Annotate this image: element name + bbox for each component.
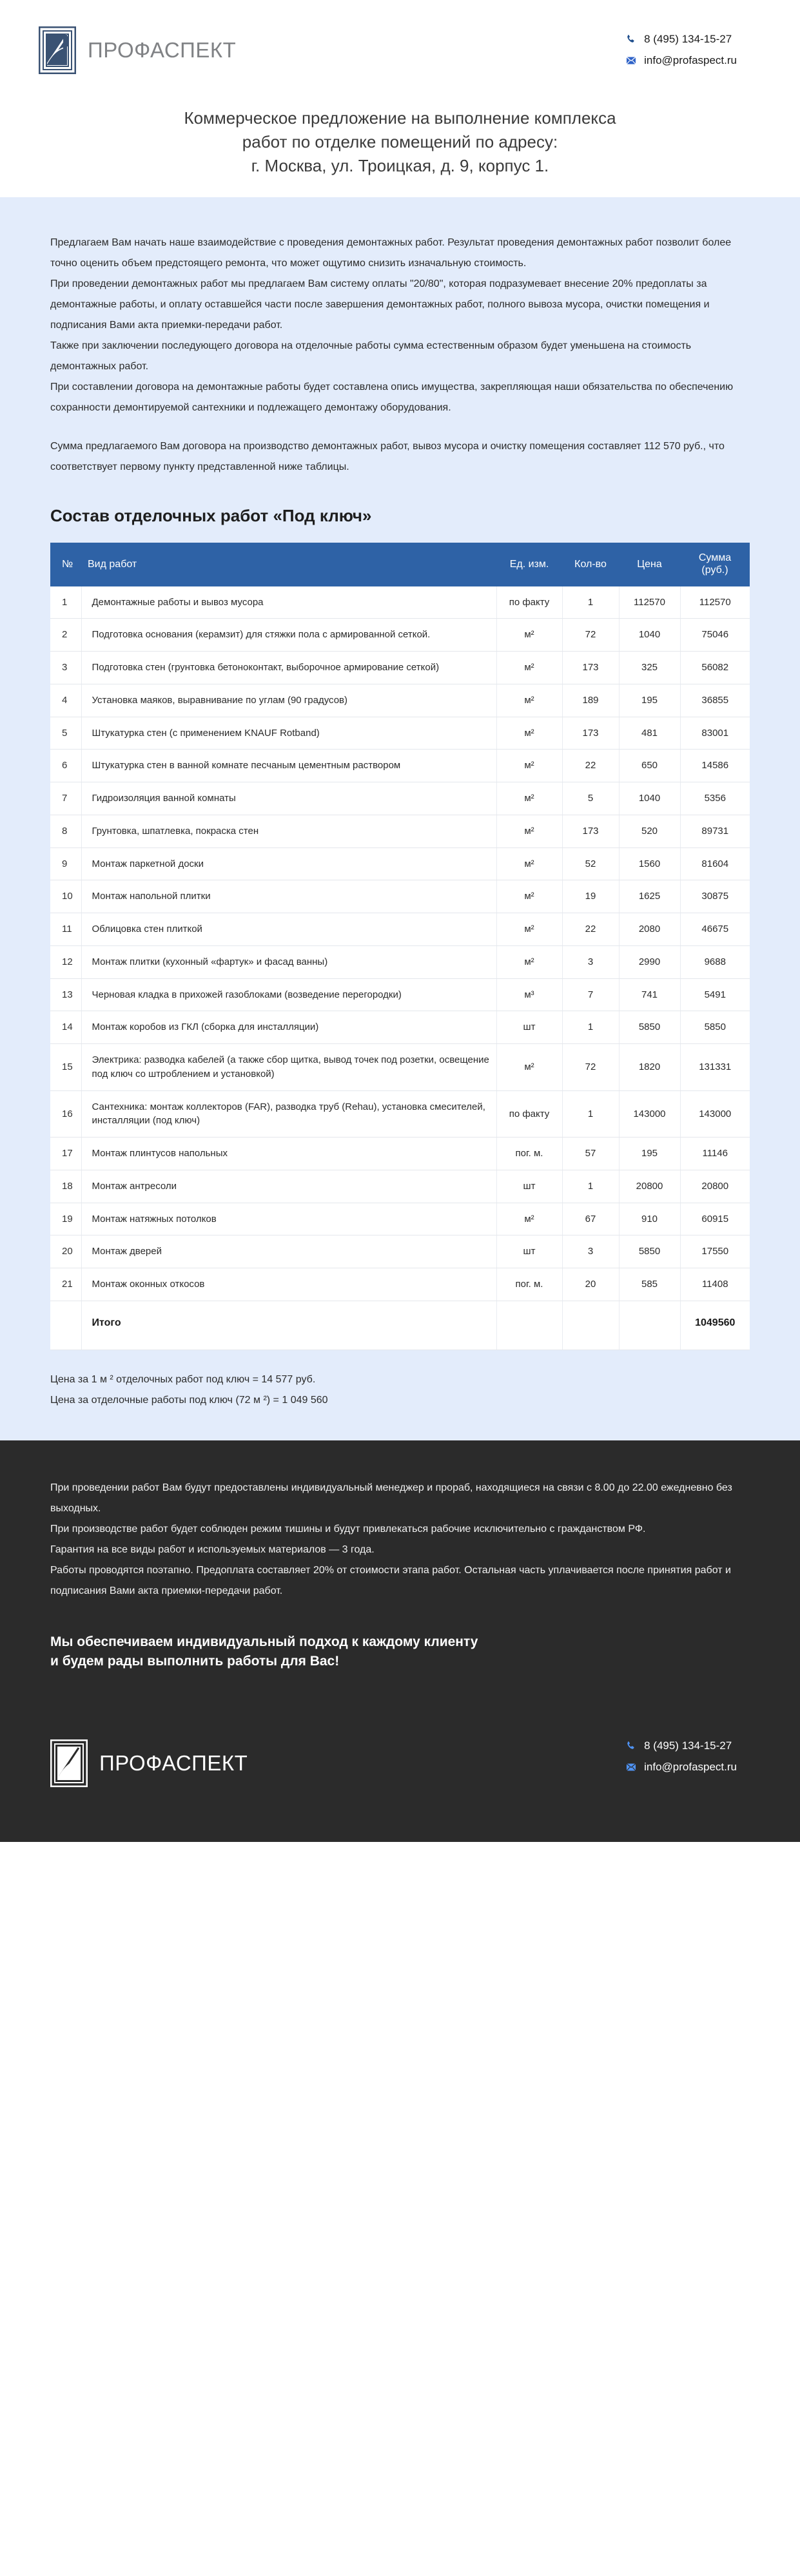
row-sum: 11146 xyxy=(680,1138,750,1170)
table-row xyxy=(50,1170,750,1203)
row-sum: 131331 xyxy=(680,1044,750,1091)
terms-paragraph-3: Гарантия на все виды работ и используемых материалов — 3 года. xyxy=(50,1544,375,1556)
row-price: 910 xyxy=(619,1203,680,1235)
table-row xyxy=(50,684,750,717)
row-unit: м³ xyxy=(496,978,562,1011)
closing-statement-line-1: Мы обеспечиваем индивидуальный подход к каждому клиенту xyxy=(50,1634,478,1650)
row-quantity: 52 xyxy=(562,847,619,880)
table-row xyxy=(50,1044,750,1091)
table-row xyxy=(50,978,750,1011)
works-table-header-row xyxy=(50,543,750,586)
row-quantity: 3 xyxy=(562,945,619,978)
row-work-name: Монтаж плинтусов напольных xyxy=(81,1138,496,1170)
site-header xyxy=(0,0,800,100)
profaspekt-logo-icon xyxy=(50,1739,88,1787)
row-number: 8 xyxy=(50,815,81,847)
row-price: 481 xyxy=(619,717,680,750)
total-label: Итого xyxy=(81,1301,496,1350)
row-number: 11 xyxy=(50,913,81,946)
table-total-row xyxy=(50,1301,750,1350)
row-number: 9 xyxy=(50,847,81,880)
table-row xyxy=(50,717,750,750)
row-sum: 60915 xyxy=(680,1203,750,1235)
row-unit: м² xyxy=(496,652,562,684)
row-quantity: 72 xyxy=(562,619,619,652)
row-sum: 5850 xyxy=(680,1011,750,1044)
row-work-name: Подготовка стен (грунтовка бетоноконтакт, выборочное армирование сеткой) xyxy=(81,652,496,684)
row-work-name: Монтаж дверей xyxy=(81,1235,496,1268)
row-sum: 81604 xyxy=(680,847,750,880)
footer-brand-logo[interactable] xyxy=(50,1739,248,1787)
footer-phone[interactable] xyxy=(625,1739,732,1752)
row-price: 20800 xyxy=(619,1170,680,1203)
row-unit: м² xyxy=(496,815,562,847)
row-number: 4 xyxy=(50,684,81,717)
row-sum: 83001 xyxy=(680,717,750,750)
terms-paragraph-1: При проведении работ Вам будут предоставлены индивидуальный менеджер и прораб, находящиеся на связи с 8.00 до 22.00 ежедневно без выходных. xyxy=(50,1482,732,1515)
row-quantity: 173 xyxy=(562,815,619,847)
row-sum: 11408 xyxy=(680,1268,750,1301)
table-row xyxy=(50,652,750,684)
row-sum: 89731 xyxy=(680,815,750,847)
row-unit: м² xyxy=(496,847,562,880)
intro-paragraph-1: Предлагаем Вам начать наше взаимодействие с проведения демонтажных работ. Результат проведения демонтажных работ позволит более точно оценить объем предстоящего ремонта, что может ощутимо снизить изначальную стоимость. xyxy=(50,237,732,269)
table-row xyxy=(50,815,750,847)
intro-paragraph-3: Также при заключении последующего договора на отделочные работы сумма естественным образом будет уменьшена на стоимость демонтажных работ. xyxy=(50,340,692,372)
table-row xyxy=(50,750,750,782)
row-number: 6 xyxy=(50,750,81,782)
column-header-sum xyxy=(680,543,750,586)
row-unit: м² xyxy=(496,1203,562,1235)
total-row-blank-3 xyxy=(619,1301,680,1350)
row-number: 1 xyxy=(50,586,81,619)
row-price: 112570 xyxy=(619,586,680,619)
row-quantity: 1 xyxy=(562,1090,619,1138)
terms-section xyxy=(0,1440,800,1709)
row-sum: 14586 xyxy=(680,750,750,782)
phone-icon xyxy=(625,34,637,45)
row-price: 585 xyxy=(619,1268,680,1301)
total-row-blank-1 xyxy=(496,1301,562,1350)
page-title-line-2: работ по отделке помещений по адресу: xyxy=(242,131,558,151)
page-title-line-3: г. Москва, ул. Троицкая, д. 9, корпус 1. xyxy=(251,155,549,175)
table-row xyxy=(50,1268,750,1301)
row-sum: 56082 xyxy=(680,652,750,684)
table-row xyxy=(50,1090,750,1138)
row-sum: 112570 xyxy=(680,586,750,619)
row-work-name: Монтаж оконных откосов xyxy=(81,1268,496,1301)
row-price: 1040 xyxy=(619,619,680,652)
price-total-sqm: Цена за отделочные работы под ключ (72 м ²) = 1 049 560 xyxy=(50,1395,328,1406)
header-contacts xyxy=(625,33,750,67)
row-work-name: Монтаж натяжных потолков xyxy=(81,1203,496,1235)
header-email-text: info@profaspect.ru xyxy=(644,54,737,66)
row-quantity: 173 xyxy=(562,717,619,750)
row-number: 17 xyxy=(50,1138,81,1170)
header-phone-text: 8 (495) 134-15-27 xyxy=(644,33,732,45)
row-price: 1625 xyxy=(619,880,680,913)
row-quantity: 67 xyxy=(562,1203,619,1235)
row-sum: 36855 xyxy=(680,684,750,717)
row-number: 7 xyxy=(50,782,81,815)
site-footer xyxy=(0,1709,800,1842)
row-work-name: Монтаж паркетной доски xyxy=(81,847,496,880)
row-quantity: 5 xyxy=(562,782,619,815)
row-work-name: Монтаж антресоли xyxy=(81,1170,496,1203)
row-unit: м² xyxy=(496,880,562,913)
row-work-name: Грунтовка, шпатлевка, покраска стен xyxy=(81,815,496,847)
row-work-name: Установка маяков, выравнивание по углам (90 градусов) xyxy=(81,684,496,717)
row-work-name: Штукатурка стен (с применением KNAUF Rotband) xyxy=(81,717,496,750)
header-email[interactable] xyxy=(625,54,737,67)
row-quantity: 20 xyxy=(562,1268,619,1301)
brand-name: ПРОФАСПЕКТ xyxy=(88,37,237,62)
row-unit: м² xyxy=(496,750,562,782)
row-price: 195 xyxy=(619,684,680,717)
row-price: 1040 xyxy=(619,782,680,815)
intro-paragraph-4: При составлении договора на демонтажные работы будет составлена опись имущества, закрепляющая наши обязательства по обеспечению сохранности демонтируемой сантехники и подлежащего демонтажу оборудования. xyxy=(50,381,734,413)
table-row xyxy=(50,847,750,880)
row-quantity: 173 xyxy=(562,652,619,684)
table-row xyxy=(50,1011,750,1044)
row-number: 16 xyxy=(50,1090,81,1138)
row-unit: м² xyxy=(496,945,562,978)
table-row xyxy=(50,586,750,619)
table-row xyxy=(50,782,750,815)
row-unit: м² xyxy=(496,717,562,750)
row-price: 5850 xyxy=(619,1011,680,1044)
row-price: 195 xyxy=(619,1138,680,1170)
header-phone[interactable] xyxy=(625,33,732,46)
footer-phone-text: 8 (495) 134-15-27 xyxy=(644,1739,732,1752)
table-row xyxy=(50,619,750,652)
table-row xyxy=(50,913,750,946)
row-work-name: Электрика: разводка кабелей (а также сбор щитка, вывод точек под розетки, освещение под ключ со штроблением и установкой) xyxy=(81,1044,496,1091)
row-quantity: 72 xyxy=(562,1044,619,1091)
row-quantity: 22 xyxy=(562,750,619,782)
envelope-icon xyxy=(625,1761,637,1773)
page-title-line-1: Коммерческое предложение на выполнение комплекса xyxy=(184,108,616,128)
row-unit: пог. м. xyxy=(496,1138,562,1170)
table-row xyxy=(50,1203,750,1235)
total-value: 1049560 xyxy=(680,1301,750,1350)
total-row-spacer xyxy=(50,1301,81,1350)
row-number: 19 xyxy=(50,1203,81,1235)
row-unit: м² xyxy=(496,1044,562,1091)
row-sum: 5491 xyxy=(680,978,750,1011)
row-price: 520 xyxy=(619,815,680,847)
row-sum: 17550 xyxy=(680,1235,750,1268)
row-sum: 143000 xyxy=(680,1090,750,1138)
row-work-name: Сантехника: монтаж коллекторов (FAR), разводка труб (Rehau), установка смесителей, инсталляции (под ключ) xyxy=(81,1090,496,1138)
row-sum: 46675 xyxy=(680,913,750,946)
table-row xyxy=(50,945,750,978)
row-number: 21 xyxy=(50,1268,81,1301)
row-quantity: 19 xyxy=(562,880,619,913)
row-quantity: 189 xyxy=(562,684,619,717)
row-unit: по факту xyxy=(496,586,562,619)
footer-contacts xyxy=(625,1739,750,1774)
row-work-name: Гидроизоляция ванной комнаты xyxy=(81,782,496,815)
works-table-body xyxy=(50,586,750,1350)
column-header-number: № xyxy=(50,543,81,586)
row-quantity: 1 xyxy=(562,1170,619,1203)
profaspekt-logo-icon xyxy=(39,26,76,74)
row-price: 325 xyxy=(619,652,680,684)
works-table-head xyxy=(50,543,750,586)
row-number: 20 xyxy=(50,1235,81,1268)
table-row xyxy=(50,880,750,913)
row-sum: 5356 xyxy=(680,782,750,815)
row-number: 14 xyxy=(50,1011,81,1044)
total-row-blank-2 xyxy=(562,1301,619,1350)
row-number: 13 xyxy=(50,978,81,1011)
terms-paragraph-2: При производстве работ будет соблюден режим тишины и будут привлекаться рабочие исключительно с гражданством РФ. xyxy=(50,1524,646,1535)
row-work-name: Черновая кладка в прихожей газоблоками (возведение перегородки) xyxy=(81,978,496,1011)
table-row xyxy=(50,1138,750,1170)
row-number: 18 xyxy=(50,1170,81,1203)
row-price: 1820 xyxy=(619,1044,680,1091)
row-number: 10 xyxy=(50,880,81,913)
column-header-unit: Ед. изм. xyxy=(496,543,562,586)
envelope-icon xyxy=(625,55,637,66)
row-price: 5850 xyxy=(619,1235,680,1268)
row-quantity: 7 xyxy=(562,978,619,1011)
row-unit: шт xyxy=(496,1011,562,1044)
row-quantity: 1 xyxy=(562,1011,619,1044)
row-unit: пог. м. xyxy=(496,1268,562,1301)
price-summary xyxy=(50,1370,750,1411)
row-unit: шт xyxy=(496,1235,562,1268)
row-number: 15 xyxy=(50,1044,81,1091)
page-title xyxy=(0,100,800,197)
brand-logo[interactable] xyxy=(39,26,236,74)
table-row xyxy=(50,1235,750,1268)
row-price: 2080 xyxy=(619,913,680,946)
row-price: 741 xyxy=(619,978,680,1011)
column-header-sum-line-1: Сумма xyxy=(698,552,732,564)
column-header-quantity: Кол-во xyxy=(562,543,619,586)
closing-statement xyxy=(50,1632,750,1671)
column-header-price: Цена xyxy=(619,543,680,586)
row-work-name: Штукатурка стен в ванной комнате песчаным цементным раствором xyxy=(81,750,496,782)
row-unit: м² xyxy=(496,684,562,717)
row-price: 2990 xyxy=(619,945,680,978)
row-work-name: Монтаж напольной плитки xyxy=(81,880,496,913)
row-unit: по факту xyxy=(496,1090,562,1138)
row-quantity: 22 xyxy=(562,913,619,946)
row-work-name: Облицовка стен плиткой xyxy=(81,913,496,946)
row-price: 143000 xyxy=(619,1090,680,1138)
row-number: 2 xyxy=(50,619,81,652)
row-price: 1560 xyxy=(619,847,680,880)
phone-icon xyxy=(625,1740,637,1752)
row-quantity: 3 xyxy=(562,1235,619,1268)
row-number: 5 xyxy=(50,717,81,750)
closing-statement-line-2: и будем рады выполнить работы для Вас! xyxy=(50,1653,340,1669)
offer-body xyxy=(0,197,800,1440)
footer-email[interactable] xyxy=(625,1761,737,1774)
row-sum: 30875 xyxy=(680,880,750,913)
row-unit: м² xyxy=(496,782,562,815)
row-unit: м² xyxy=(496,619,562,652)
footer-brand-name: ПРОФАСПЕКТ xyxy=(99,1750,248,1775)
works-table xyxy=(50,543,750,1350)
terms-paragraph-4: Работы проводятся поэтапно. Предоплата составляет 20% от стоимости этапа работ. Остальная часть уплачивается после принятия работ и подписания Вами акта приемки-передачи работ. xyxy=(50,1565,731,1597)
footer-email-text: info@profaspect.ru xyxy=(644,1760,737,1773)
row-unit: м² xyxy=(496,913,562,946)
row-sum: 20800 xyxy=(680,1170,750,1203)
row-sum: 9688 xyxy=(680,945,750,978)
row-work-name: Монтаж коробов из ГКЛ (сборка для инсталляции) xyxy=(81,1011,496,1044)
works-table-heading: Состав отделочных работ «Под ключ» xyxy=(50,505,372,525)
row-quantity: 1 xyxy=(562,586,619,619)
row-price: 650 xyxy=(619,750,680,782)
row-work-name: Монтаж плитки (кухонный «фартук» и фасад ванны) xyxy=(81,945,496,978)
row-number: 3 xyxy=(50,652,81,684)
row-number: 12 xyxy=(50,945,81,978)
intro-paragraph-5: Сумма предлагаемого Вам договора на производство демонтажных работ, вывоз мусора и очистку помещения составляет 112 570 руб., что соответствует первому пункту представленной ниже таблицы. xyxy=(50,440,725,472)
row-work-name: Демонтажные работы и вывоз мусора xyxy=(81,586,496,619)
row-work-name: Подготовка основания (керамзит) для стяжки пола с армированной сеткой. xyxy=(81,619,496,652)
intro-paragraph-2: При проведении демонтажных работ мы предлагаем Вам систему оплаты "20/80", которая подразумевает внесение 20% предоплаты за демонтажные работы, и оплату оставшейся части после завершения демонтажных работ, полного вывоза мусора, очистки помещения и подписания Вами акта приемки-передачи работ. xyxy=(50,278,710,331)
price-per-sqm: Цена за 1 м ² отделочных работ под ключ = 14 577 руб. xyxy=(50,1374,316,1386)
row-sum: 75046 xyxy=(680,619,750,652)
row-quantity: 57 xyxy=(562,1138,619,1170)
column-header-sum-line-2: (руб.) xyxy=(701,564,728,576)
row-unit: шт xyxy=(496,1170,562,1203)
column-header-work-type: Вид работ xyxy=(81,543,496,586)
